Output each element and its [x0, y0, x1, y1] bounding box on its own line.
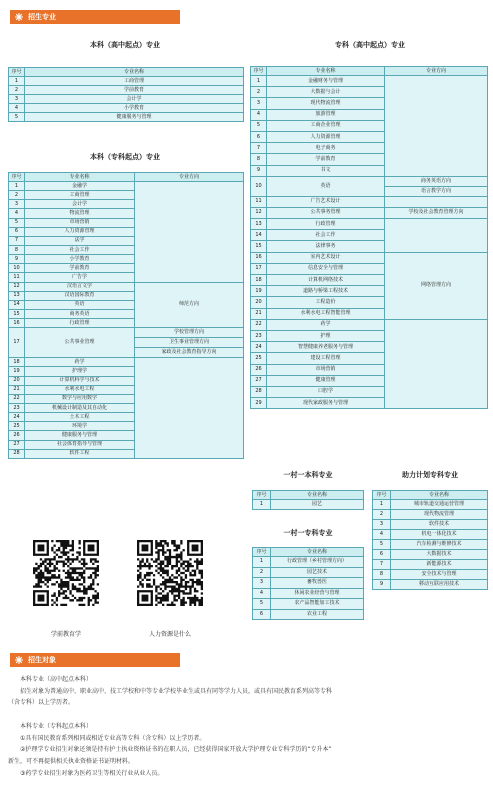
table-row: [251, 196, 488, 207]
banner-title: 招生对象: [28, 656, 56, 664]
major-name: 安全技术与管理: [391, 570, 488, 580]
direction-cell: 网络管理方向: [385, 252, 488, 319]
row-number: 1: [9, 182, 25, 191]
qr-code-right[interactable]: [137, 540, 203, 606]
major-name: 大数据与会计: [267, 87, 385, 98]
row-number: 23: [251, 330, 267, 341]
major-name: 口腔学: [267, 386, 385, 397]
direction-cell: 师范方向: [135, 282, 244, 328]
major-name: 软件工程: [25, 449, 135, 458]
major-name: 广告学: [25, 273, 135, 282]
major-name: 公共事务管理: [267, 207, 385, 218]
col-header: 专业名称: [391, 491, 488, 500]
row-number: 20: [9, 376, 25, 385]
table4-title: 一村一本科专业: [283, 471, 333, 479]
table-junior-college: [250, 66, 488, 409]
major-name: 现代物流管理: [391, 510, 488, 520]
major-name: 健康管理: [267, 375, 385, 386]
row-number: 2: [373, 510, 391, 520]
direction-cell: [385, 319, 488, 409]
direction-cell: [135, 358, 244, 459]
row-number: 14: [9, 300, 25, 309]
table-bachelor-hs: [8, 67, 244, 122]
snowflake-icon: [15, 656, 23, 664]
row-number: 5: [9, 218, 25, 227]
table-row: [9, 104, 244, 113]
major-name: 人力资源管理: [267, 131, 385, 142]
major-name: 现代家政服务与管理: [267, 398, 385, 409]
major-name: 法学: [25, 236, 135, 245]
major-name: 水利水电工程: [25, 385, 135, 394]
row-number: 2: [253, 567, 271, 578]
table-row: [9, 328, 244, 358]
major-name: 计算机科学与技术: [25, 376, 135, 385]
direction-cell: 学校及社会教育管理方向: [385, 207, 488, 218]
major-name: 行政管理: [25, 319, 135, 328]
major-name: 健康服务与管理: [25, 431, 135, 440]
row-number: 12: [9, 282, 25, 291]
admission-targets-text: [8, 674, 486, 779]
row-number: 11: [9, 273, 25, 282]
major-name: 新能源技术: [391, 560, 488, 570]
major-name: 护理: [267, 330, 385, 341]
major-name: 农产品智能加工技术: [271, 599, 364, 610]
direction-item: 卫生事业管理方向: [135, 338, 243, 348]
text-line: 本科专业（高中起点本科）: [20, 676, 93, 683]
major-name: 智慧健康养老服务与管理: [267, 342, 385, 353]
row-number: 10: [251, 176, 267, 196]
major-name: 物流管理: [25, 209, 135, 218]
table-row: [9, 86, 244, 95]
row-number: 1: [251, 76, 267, 87]
row-number: 3: [9, 95, 25, 104]
table-row: [373, 520, 488, 530]
major-name: 药学: [25, 358, 135, 367]
row-number: 17: [9, 328, 25, 358]
major-name: 商务英语: [25, 309, 135, 318]
table-row: [253, 557, 364, 568]
qr-caption-right: 人力资源是什么: [148, 631, 191, 638]
table-row: [251, 319, 488, 330]
row-number: 16: [9, 319, 25, 328]
col-header: 序号: [251, 67, 267, 76]
major-name: 园艺: [271, 500, 364, 510]
text-line: （含专科）以上学历者。: [8, 699, 75, 707]
major-name: 会计学: [25, 200, 135, 209]
major-name: 学前教育: [267, 154, 385, 165]
major-name: 畜牧兽医: [271, 578, 364, 589]
major-name: 信息安全与管理: [267, 263, 385, 274]
major-name: 工商管理: [25, 77, 244, 86]
major-name: 休闲农业经营与管理: [271, 588, 364, 599]
direction-item: 家政及社会教育指导方向: [161, 349, 217, 356]
text-line: 本科专业（专科起点本科）: [20, 722, 93, 730]
major-name: 行政管理（乡村管理方向）: [271, 557, 364, 568]
row-number: 1: [253, 557, 271, 568]
major-name: 金融学: [25, 182, 135, 191]
major-name: 软件技术: [391, 520, 488, 530]
text-line: ②护理学专业招生对象还须是持有护士执业资格证书的在职人员，已经获得国家开放大学护理专业专科学历的“专升本”: [20, 746, 332, 754]
row-number: 7: [251, 143, 267, 154]
table-row: [251, 176, 488, 196]
major-name: 市场营销: [25, 218, 135, 227]
row-number: 1: [9, 77, 25, 86]
table-row: [373, 560, 488, 570]
major-name: 水利水电工程智能管理: [267, 308, 385, 319]
row-number: 19: [251, 286, 267, 297]
major-name: 学前教育: [25, 86, 244, 95]
table-row: [253, 609, 364, 620]
row-number: 5: [373, 540, 391, 550]
row-number: 12: [251, 207, 267, 218]
row-number: 22: [251, 319, 267, 330]
table-row: [9, 182, 244, 191]
row-number: 16: [251, 252, 267, 263]
row-number: 19: [9, 367, 25, 376]
col-header: 序号: [9, 68, 25, 77]
major-name: 书文: [267, 165, 385, 176]
major-name: 计算机网络技术: [267, 275, 385, 286]
major-name: 社会体育指导与管理: [25, 440, 135, 449]
row-number: 9: [373, 580, 391, 590]
direction-cell: [385, 196, 488, 207]
row-number: 6: [251, 131, 267, 142]
col-header: 专业方向: [385, 67, 488, 76]
table-row: [9, 77, 244, 86]
major-name: 金融财务与管理: [267, 76, 385, 87]
row-number: 7: [9, 236, 25, 245]
table-assist-plan: [372, 490, 488, 590]
table-row: [373, 530, 488, 540]
row-number: 1: [253, 500, 271, 510]
row-number: 4: [251, 109, 267, 120]
row-number: 15: [251, 241, 267, 252]
col-header: 专业名称: [25, 68, 244, 77]
table-row: [251, 207, 488, 218]
major-name: 药学: [267, 319, 385, 330]
table-row: [251, 219, 488, 230]
major-name: 英语: [267, 176, 385, 196]
direction-list: [385, 177, 487, 196]
col-header: 专业名称: [25, 173, 135, 182]
row-number: 6: [9, 227, 25, 236]
row-number: 27: [251, 375, 267, 386]
table-row: [253, 599, 364, 610]
text-line: ③药学专业招生对象为医药卫生等相关行业从业人员。: [20, 769, 164, 777]
row-number: 28: [9, 449, 25, 458]
direction-item: 语言教学方向: [420, 187, 451, 194]
table-row: [9, 113, 244, 122]
text-line: ①具有国民教育系列相同或相近专业高等专科（含专科）以上学历者。: [20, 734, 206, 742]
row-number: 13: [251, 219, 267, 230]
major-name: 行政管理: [267, 219, 385, 230]
col-header: 专业名称: [267, 67, 385, 76]
row-number: 27: [9, 440, 25, 449]
major-name: 现代物流管理: [267, 98, 385, 109]
major-name: 小学教育: [25, 255, 135, 264]
col-header: 序号: [9, 173, 25, 182]
major-name: 小学教育: [25, 104, 244, 113]
section-banner-targets: [10, 653, 180, 667]
table-row: [253, 578, 364, 589]
row-number: 26: [9, 431, 25, 440]
table-row: [9, 282, 244, 291]
row-number: 13: [9, 291, 25, 300]
row-number: 29: [251, 398, 267, 409]
table-row: [373, 510, 488, 520]
table-row: [373, 570, 488, 580]
row-number: 5: [9, 113, 25, 122]
major-name: 建设工程管理: [267, 353, 385, 364]
major-name: 会计学: [25, 95, 244, 104]
row-number: 5: [251, 120, 267, 131]
table-row: [9, 95, 244, 104]
major-name: 数学与应用数学: [25, 394, 135, 403]
col-header: 序号: [253, 548, 271, 557]
row-number: 18: [9, 358, 25, 367]
row-number: 8: [373, 570, 391, 580]
direction-cell: [135, 182, 244, 283]
row-number: 25: [9, 422, 25, 431]
major-name: 园艺技术: [271, 567, 364, 578]
major-name: 汽车检测与维修技术: [391, 540, 488, 550]
row-number: 4: [373, 530, 391, 540]
major-name: 工程造价: [267, 297, 385, 308]
table-row: [373, 550, 488, 560]
row-number: 14: [251, 230, 267, 241]
table-row: [373, 540, 488, 550]
major-name: 机械设计制造及其自动化: [25, 403, 135, 412]
table-row: [9, 358, 244, 367]
row-number: 5: [253, 599, 271, 610]
row-number: 4: [253, 588, 271, 599]
row-number: 23: [9, 403, 25, 412]
table-row: [251, 252, 488, 263]
table-row: [253, 588, 364, 599]
row-number: 15: [9, 309, 25, 318]
major-name: 电子商务: [267, 143, 385, 154]
col-header: 序号: [373, 491, 391, 500]
major-name: 工商管理: [25, 191, 135, 200]
direction-cell: [385, 176, 488, 196]
banner-title: 招生专业: [28, 13, 56, 21]
row-number: 25: [251, 353, 267, 364]
row-number: 10: [9, 264, 25, 273]
table-village-college: [252, 547, 364, 620]
row-number: 24: [251, 342, 267, 353]
major-name: 人力资源管理: [25, 227, 135, 236]
major-name: 护理学: [25, 367, 135, 376]
row-number: 3: [373, 520, 391, 530]
major-name: 公共事业管理: [25, 328, 135, 358]
row-number: 3: [253, 578, 271, 589]
table-row: [373, 580, 488, 590]
row-number: 21: [251, 308, 267, 319]
direction-cell: [135, 328, 244, 358]
major-name: 城市轨道交通运营管理: [391, 500, 488, 510]
table-bachelor-college: [8, 172, 244, 459]
col-header: 专业方向: [135, 173, 244, 182]
major-name: 机电一体化技术: [391, 530, 488, 540]
row-number: 8: [9, 245, 25, 254]
row-number: 24: [9, 413, 25, 422]
text-line: 新生，可不再提供相关执业资格证书证明材料。: [8, 757, 135, 765]
row-number: 3: [251, 98, 267, 109]
row-number: 2: [251, 87, 267, 98]
table-row: [373, 500, 488, 510]
major-name: 英语: [25, 300, 135, 309]
row-number: 4: [9, 104, 25, 113]
text-line: [8, 709, 486, 721]
row-number: 21: [9, 385, 25, 394]
row-number: 1: [373, 500, 391, 510]
row-number: 2: [9, 86, 25, 95]
row-number: 22: [9, 394, 25, 403]
col-header: 专业名称: [271, 548, 364, 557]
row-number: 8: [251, 154, 267, 165]
row-number: 2: [9, 191, 25, 200]
major-name: 法律事务: [267, 241, 385, 252]
major-name: 汉语国际教育: [25, 291, 135, 300]
major-name: 室内艺术设计: [267, 252, 385, 263]
col-header: 序号: [253, 491, 271, 500]
row-number: 26: [251, 364, 267, 375]
section-banner-majors: [10, 10, 180, 24]
table-row: [253, 567, 364, 578]
direction-item: 学校管理方向: [135, 328, 243, 338]
table-village-bachelor: [252, 490, 364, 510]
table-row: [253, 500, 364, 510]
major-name: 旅游管理: [267, 109, 385, 120]
table5-title: 一村一专科专业: [283, 529, 333, 537]
row-number: 7: [373, 560, 391, 570]
major-name: 健康服务与管理: [25, 113, 244, 122]
table6-title: 助力计划专科专业: [402, 471, 458, 479]
row-number: 6: [373, 550, 391, 560]
direction-cell: [385, 219, 488, 253]
row-number: 20: [251, 297, 267, 308]
major-name: 社会工作: [267, 230, 385, 241]
major-name: 汉语言文学: [25, 282, 135, 291]
qr-caption-left: 学前教育学: [50, 631, 81, 638]
row-number: 4: [9, 209, 25, 218]
row-number: 28: [251, 386, 267, 397]
major-name: 移动互联应用技术: [391, 580, 488, 590]
row-number: 3: [9, 200, 25, 209]
table3-title: 专科（高中起点）专业: [335, 41, 405, 49]
direction-item: 商务英语方向: [385, 177, 487, 187]
major-name: 学前教育: [25, 264, 135, 273]
row-number: 11: [251, 196, 267, 207]
major-name: 广告艺术设计: [267, 196, 385, 207]
major-name: 大数据技术: [391, 550, 488, 560]
col-header: 专业名称: [271, 491, 364, 500]
row-number: 6: [253, 609, 271, 620]
major-name: 环境学: [25, 422, 135, 431]
table-row: [251, 76, 488, 87]
major-name: 市场营销: [267, 364, 385, 375]
direction-list: [135, 328, 243, 357]
direction-cell: [385, 76, 488, 177]
major-name: 农业工程: [271, 609, 364, 620]
row-number: 17: [251, 263, 267, 274]
table2-title: 本科（专科起点）专业: [90, 153, 160, 161]
text-line: 招生对象为普通高中、职业高中、技工学校和中等专业学校毕业生或具有同等学力人员，或具有国民教育系列高等专科: [20, 687, 333, 695]
row-number: 9: [251, 165, 267, 176]
major-name: 工商企业管理: [267, 120, 385, 131]
table1-title: 本科（高中起点）专业: [90, 41, 160, 49]
major-name: 社会工作: [25, 245, 135, 254]
snowflake-icon: [15, 13, 23, 21]
row-number: 18: [251, 275, 267, 286]
major-name: 道路与桥梁工程技术: [267, 286, 385, 297]
qr-code-left[interactable]: [33, 540, 99, 606]
major-name: 土木工程: [25, 413, 135, 422]
row-number: 9: [9, 255, 25, 264]
